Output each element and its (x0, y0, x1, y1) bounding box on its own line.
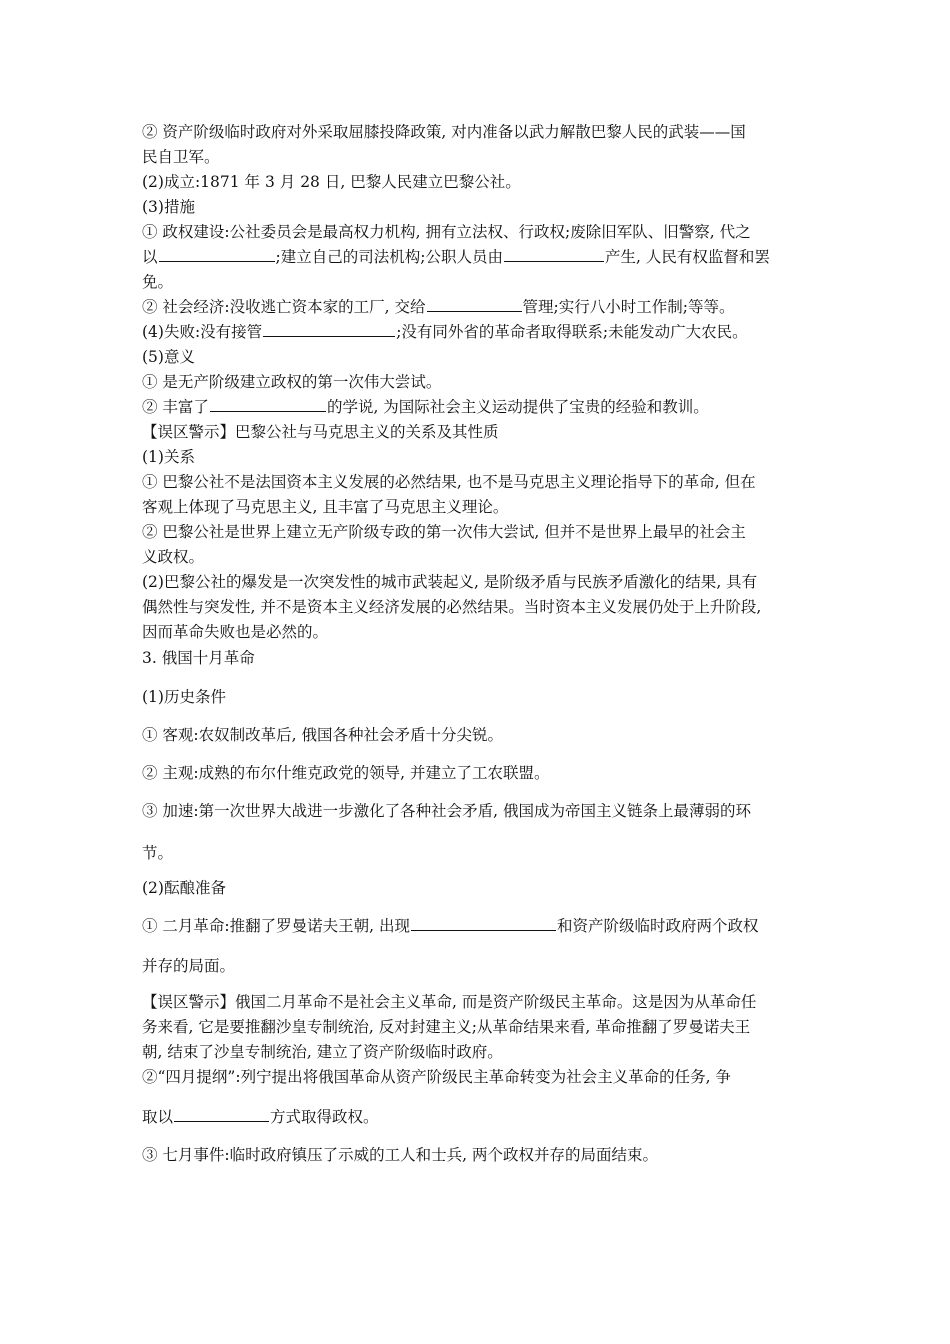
paragraph-line (142, 914, 759, 939)
paragraph-line: 节。 (142, 844, 174, 862)
text-segment: 产生, 人民有权监督和罢 (604, 248, 770, 266)
paragraph-line: ① 是无产阶级建立政权的第一次伟大尝试。 (142, 373, 442, 391)
section-heading: (5)意义 (142, 348, 195, 366)
paragraph-line: 免。 (142, 273, 174, 291)
paragraph-line: 义政权。 (142, 548, 205, 566)
fill-in-blank[interactable] (263, 320, 395, 337)
text-segment: 的学说, 为国际社会主义运动提供了宝贵的经验和教训。 (326, 398, 709, 416)
paragraph-line: ① 客观:农奴制改革后, 俄国各种社会矛盾十分尖锐。 (142, 726, 504, 744)
paragraph-line: 并存的局面。 (142, 957, 236, 975)
paragraph-line (142, 1105, 379, 1130)
text-segment: ① 二月革命:推翻了罗曼诺夫王朝, 出现 (142, 917, 411, 935)
text-segment: ;没有同外省的革命者取得联系;未能发动广大农民。 (396, 323, 748, 341)
paragraph-line: 务来看, 它是要推翻沙皇专制统治, 反对封建主义;从革命结果来看, 革命推翻了罗曼诺夫王 (142, 1018, 751, 1036)
paragraph-line: ② 主观:成熟的布尔什维克政党的领导, 并建立了工农联盟。 (142, 764, 550, 782)
paragraph-line: ③ 加速:第一次世界大战进一步激化了各种社会矛盾, 俄国成为帝国主义链条上最薄弱的环 (142, 802, 752, 820)
fill-in-blank[interactable] (210, 395, 326, 412)
paragraph-line: (2)巴黎公社的爆发是一次突发性的城市武装起义, 是阶级矛盾与民族矛盾激化的结果, 具有 (142, 573, 758, 591)
fill-in-blank[interactable] (174, 1105, 269, 1122)
paragraph-line (142, 245, 770, 270)
text-segment: ② 社会经济:没收逃亡资本家的工厂, 交给 (142, 298, 426, 316)
text-segment: 方式取得政权。 (270, 1108, 379, 1126)
paragraph-line: ③ 七月事件:临时政府镇压了示威的工人和士兵, 两个政权并存的局面结束。 (142, 1146, 659, 1164)
paragraph-line: ② 巴黎公社是世界上建立无产阶级专政的第一次伟大尝试, 但并不是世界上最早的社会主 (142, 523, 746, 541)
paragraph-line: 因而革命失败也是必然的。 (142, 623, 329, 641)
paragraph-line: 朝, 结束了沙皇专制统治, 建立了资产阶级临时政府。 (142, 1043, 503, 1061)
section-heading: (1)历史条件 (142, 688, 226, 706)
section-heading: 3. 俄国十月革命 (142, 649, 255, 667)
warning-paragraph: 【误区警示】俄国二月革命不是社会主义革命, 而是资产阶级民主革命。这是因为从革命任 (142, 993, 757, 1011)
paragraph-line (142, 395, 709, 420)
text-segment: ;建立自己的司法机构;公职人员由 (275, 248, 503, 266)
paragraph-line: ② 资产阶级临时政府对外采取屈膝投降政策, 对内准备以武力解散巴黎人民的武装——国 (142, 123, 746, 141)
paragraph-line: ① 政权建设:公社委员会是最高权力机构, 拥有立法权、行政权;废除旧军队、旧警察, 代之 (142, 223, 751, 241)
paragraph-line (142, 295, 734, 320)
warning-heading: 【误区警示】巴黎公社与马克思主义的关系及其性质 (142, 423, 499, 441)
paragraph-line: 客观上体现了马克思主义, 且丰富了马克思主义理论。 (142, 498, 509, 516)
fill-in-blank[interactable] (504, 245, 604, 262)
fill-in-blank[interactable] (159, 245, 275, 262)
paragraph-line: 偶然性与突发性, 并不是资本主义经济发展的必然结果。当时资本主义发展仍处于上升阶段, (142, 598, 762, 616)
paragraph-line: ① 巴黎公社不是法国资本主义发展的必然结果, 也不是马克思主义理论指导下的革命, 但在 (142, 473, 756, 491)
paragraph-line: (2)成立:1871 年 3 月 28 日, 巴黎人民建立巴黎公社。 (142, 173, 521, 191)
text-segment: (4)失败:没有接管 (142, 323, 263, 341)
text-segment: 以 (142, 248, 158, 266)
text-segment: 取以 (142, 1108, 174, 1126)
paragraph-line (142, 320, 748, 345)
section-heading: (1)关系 (142, 448, 195, 466)
fill-in-blank[interactable] (427, 295, 522, 312)
section-heading: (3)措施 (142, 198, 195, 216)
fill-in-blank[interactable] (411, 914, 556, 931)
text-segment: 和资产阶级临时政府两个政权 (557, 917, 759, 935)
paragraph-line: ②“四月提纲”:列宁提出将俄国革命从资产阶级民主革命转变为社会主义革命的任务, 争 (142, 1068, 731, 1086)
section-heading: (2)酝酿准备 (142, 879, 226, 897)
text-segment: ② 丰富了 (142, 398, 209, 416)
text-segment: 管理;实行八小时工作制;等等。 (522, 298, 735, 316)
paragraph-line: 民自卫军。 (142, 148, 220, 166)
